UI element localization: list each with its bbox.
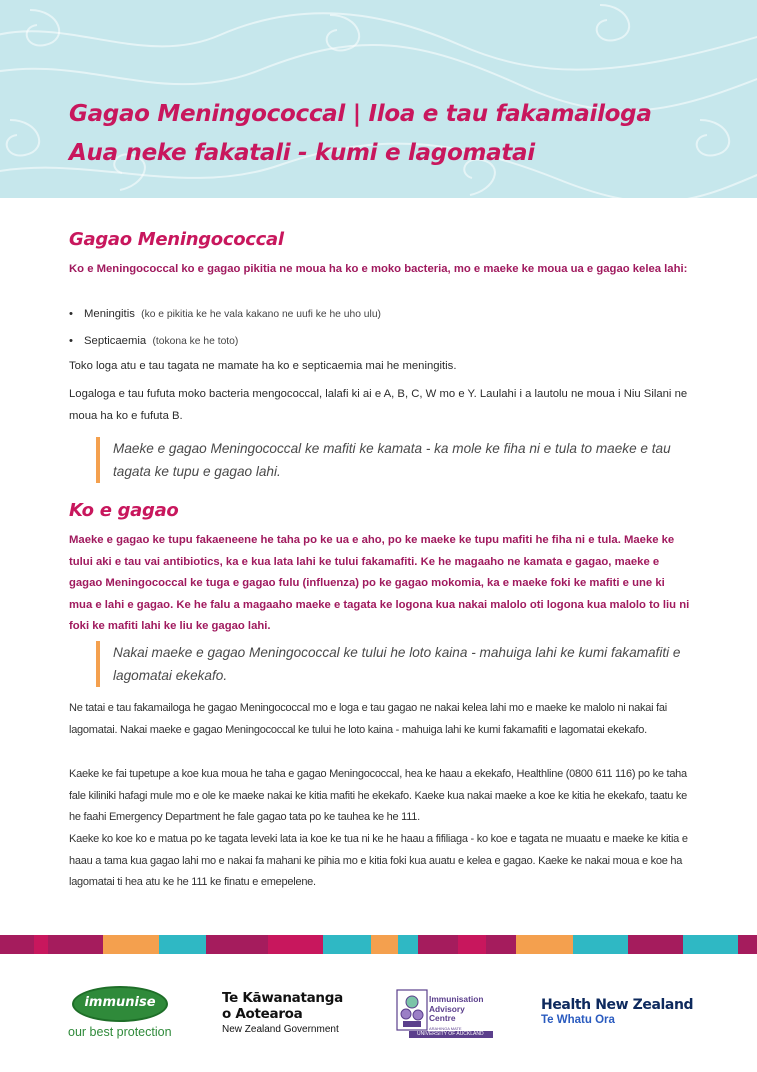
- color-stripe-segment: [516, 935, 573, 954]
- section-heading-meningococcal: Gagao Meningococcal: [69, 229, 284, 250]
- color-stripe-segment: [103, 935, 159, 954]
- immunisation-advisory-centre-logo: [395, 986, 495, 1042]
- color-stripe-segment: [486, 935, 516, 954]
- footer-logos: [0, 954, 757, 1072]
- color-stripe-segment: [573, 935, 628, 954]
- section2-paragraph-1: Ne tatai e tau fakamailoga he gagao Meningococcal mo e loga e tau gagao ne nakai kelea lahi mo e maeke ke malolo ni nakai fai lagomatai. Nakai maeke e gagao Meningococcal ke tului he loto kaina - mahuiga lahi ke kumi fakamafiti e lagomatai ekekafo.: [69, 702, 667, 736]
- govt-line-1: Te Kāwanatanga: [222, 990, 343, 1006]
- immunise-wordmark: immunise: [84, 995, 156, 1010]
- bullet-term: Septicaemia: [84, 335, 147, 347]
- iac-university-text: UNIVERSITY OF AUCKLAND: [417, 1031, 484, 1037]
- govt-line-3: New Zealand Government: [222, 1024, 339, 1035]
- hnz-line-2: Te Whatu Ora: [541, 1014, 615, 1026]
- bullet-term: Meningitis: [84, 308, 135, 320]
- callout-quote-1: [96, 437, 693, 483]
- color-stripe-segment: [628, 935, 683, 954]
- iac-subtitle: ARAHINGA MATE: [429, 1026, 462, 1031]
- page-title-line-2: Aua neke fakatali - kumi e lagomatai: [69, 140, 535, 166]
- iac-university-band: [409, 1031, 493, 1038]
- bullet-dot: •: [69, 308, 73, 320]
- nz-government-logo: [222, 990, 343, 1035]
- section2-paragraph-3: Kaeke ko koe ko e matua po ke tagata leveki lata ia koe ke tua ni ke he haau a fifiliaga - ko koe e tagata ne muaatu e maeke ke kitia e haau a tama kua gagao lahi mo e nakai fa mahani ke pihia mo e kitia foki kua auatu e kelea e gagao. Kaeke ke nakai moua e koe ha lagomatai ti hea atu ke he 111 ke finatu e emepelene.: [69, 833, 688, 888]
- immunise-tagline: our best protection: [68, 1025, 172, 1039]
- color-stripe-segment: [34, 935, 48, 954]
- color-stripe-segment: [159, 935, 206, 954]
- bullet-dot: •: [69, 335, 73, 347]
- callout-quote-2: [96, 641, 693, 687]
- section1-paragraph-1: Toko loga atu e tau tagata ne mamate ha ko e septicaemia mai he meningitis.: [69, 360, 457, 372]
- color-stripe-segment: [48, 935, 103, 954]
- callout-quote-2-text: Nakai maeke e gagao Meningococcal ke tului he loto kaina - mahuiga lahi ke kumi fakamafiti e lagomatai ekekafo.: [113, 645, 681, 683]
- bullet-meningitis: [69, 308, 381, 320]
- health-new-zealand-logo: [541, 997, 693, 1027]
- bullet-septicaemia: [69, 335, 238, 347]
- iac-name: [429, 995, 483, 1024]
- govt-line-2: o Aotearoa: [222, 1006, 303, 1022]
- iac-line-2: Advisory: [429, 1003, 465, 1014]
- bullet-desc: (tokona ke he toto): [152, 336, 239, 347]
- iac-line-1: Immunisation: [429, 994, 484, 1004]
- color-stripe-segment: [458, 935, 486, 954]
- koru-pattern-decoration: [0, 0, 757, 198]
- section2-paragraph-2: Kaeke ke fai tupetupe a koe kua moua he taha e gagao Meningococcal, hea ke haau a ekekafo, Healthline (0800 611 116) po ke taha fale kiliniki hafagi mule mo e ole ke maeke nakai ke kitia mafiti he ekekafo. Kaeke kua nakai maeke a koe ke kitia he ekekafo, taatu ke he faahi Emergency Department he fale gagao tata po ke tauhea ke he 111.: [69, 768, 688, 823]
- color-stripe-divider: [0, 935, 757, 954]
- header-banner: [0, 0, 757, 198]
- color-stripe-segment: [371, 935, 398, 954]
- iac-line-3: Centre: [429, 1013, 456, 1023]
- color-stripe-segment: [418, 935, 458, 954]
- color-stripe-segment: [0, 935, 34, 954]
- section-heading-ko-e-gagao: Ko e gagao: [69, 500, 179, 521]
- section2-lead-text: Maeke e gagao ke tupu fakaeneene he taha po ke ua e aho, po ke maeke ke tupu mafiti he fiha ni e tula. Maeke ke tului aki e tau vai antibiotics, ka e kua lata lahi ke tului fakamafiti. Ke he magaaho ne kamata e gagao, maeke e gagao Meningococcal ke tuga e gagao fulu (influenza) po ke gagao mokomia, ka e maeke foki ke mafiti e une ki mua e lahi e gagao. Ke he falu a magaaho maeke e tagata ke logona kua nakai malolo oti logona kua malolo to liu ni foki ke mafiti lahi ke liu ke gagao lahi.: [69, 534, 690, 632]
- section1-lead-text: Ko e Meningococcal ko e gagao pikitia ne moua ha ko e moko bacteria, mo e maeke ke moua ua e gagao kelea lahi:: [69, 263, 688, 275]
- immunise-logo: [68, 984, 178, 1044]
- color-stripe-segment: [738, 935, 757, 954]
- callout-quote-1-text: Maeke e gagao Meningococcal ke mafiti ke kamata - ka mole ke fiha ni e tula to maeke e tau tagata ke tupu e gagao lahi.: [113, 441, 671, 479]
- color-stripe-segment: [398, 935, 418, 954]
- color-stripe-segment: [206, 935, 268, 954]
- bullet-desc: (ko e pikitia ke he vala kakano ne uufi ke he uho ulu): [141, 309, 381, 320]
- page-title-line-1: Gagao Meningococcal | Iloa e tau fakamailoga: [69, 101, 652, 127]
- iac-emblem-icon: [395, 988, 429, 1032]
- hnz-line-1: Health New Zealand: [541, 997, 694, 1013]
- color-stripe-segment: [323, 935, 371, 954]
- color-stripe-segment: [268, 935, 323, 954]
- section1-paragraph-2: Logaloga e tau fufuta moko bacteria mengococcal, lalafi ki ai e A, B, C, W mo e Y. Laulahi i a lautolu ne moua i Niu Silani ne moua ha ko e fufuta B.: [69, 388, 688, 422]
- color-stripe-segment: [683, 935, 738, 954]
